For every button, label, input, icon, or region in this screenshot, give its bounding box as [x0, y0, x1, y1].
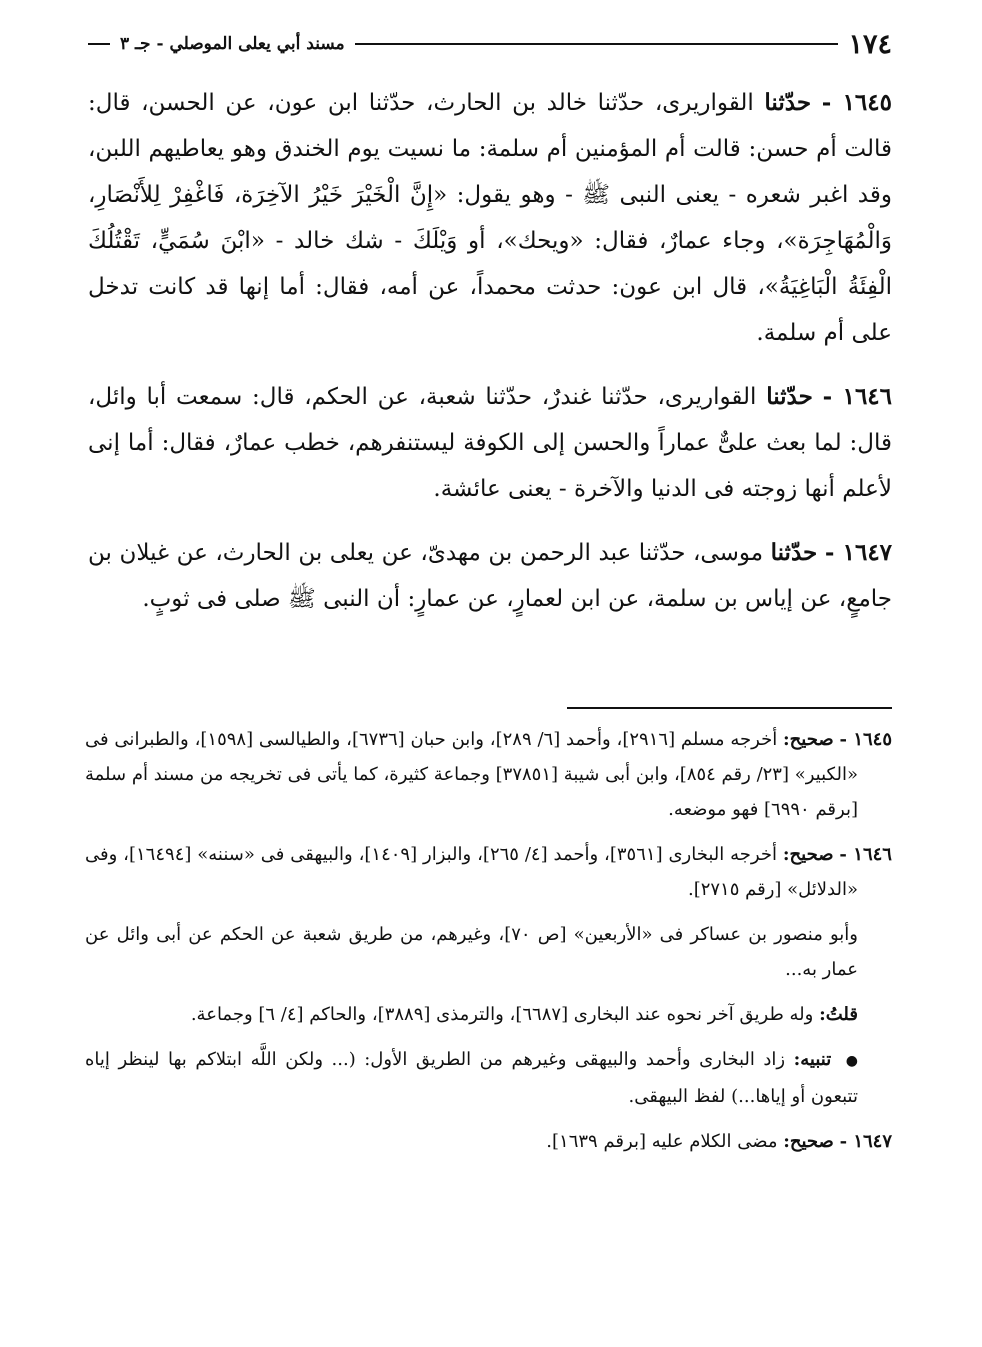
footnote-tanbih-label: تنبيه: [793, 1049, 832, 1070]
hadith-text: القواريرى، حدّثنا غندرٌ، حدّثنا شعبة، عن الحكم، قال: سمعت أبا وائل، قال: لما بعث علىٌّ عماراً والحسن إلى الكوفة ليستنفرهم، خطب عمارٌ، فقال: أما إنى لأعلم أنها زوجته فى الدنيا والآخرة - يعنى عائشة. [88, 384, 892, 502]
hadith-text: موسى، حدّثنا عبد الرحمن بن مهدىّ، عن يعلى بن الحارث، عن غيلان بن جامعٍ، عن إياس بن سلمة، عن ابن لعمارٍ، عن عمارٍ: أن النبى ﷺ صلى فى ثوبٍ. [88, 540, 892, 612]
footnote-continuation [85, 917, 892, 987]
footnote-grade: صحيح: [783, 1131, 834, 1152]
bullet-icon: ● [845, 1053, 858, 1069]
footnote-text: وأبو منصور بن عساكر فى «الأربعين» [ص ٧٠]، وغيرهم، من طريق شعبة عن الحكم عن أبى وائل عن عمار به... [85, 924, 858, 980]
hadith-text: القواريرى، حدّثنا خالد بن الحارث، حدّثنا ابن عون، عن الحسن، قال: قالت أم حسن: قالت أم المؤمنين أم سلمة: ما نسيت يوم الخندق وهو يعاطيهم اللبن، وقد اغبر شعره - يعنى النبى ﷺ - وهو يقول: «إِنَّ الْخَيْرَ خَيْرُ الآخِرَة، فَاغْفِرْ لِلأَنْصَارِ، وَالْمُهَاجِرَة»، وجاء عمارٌ، فقال: «ويحك»، أو وَيْلَكَ - شك خالد - «ابْنَ سُمَيٍّ، تَقْتُلُكَ الْفِئَةُ الْبَاغِيَةُ»، قال ابن عون: حدثت محمداً، عن أمه، فقال: أما إنها قد كانت تدخل على أم سلمة. [88, 90, 892, 346]
footnotes [85, 722, 892, 1169]
footnote-number: ١٦٤٥ - [839, 729, 892, 750]
footnote-qultu-label: قلتُ: [819, 1004, 858, 1025]
footnote-tanbih [85, 1042, 892, 1114]
footnote-text: وله طريق آخر نحوه عند البخارى [٦٦٨٧]، والترمذى [٣٨٨٩]، والحاكم [٤/ ٦] وجماعة. [190, 1004, 814, 1025]
page-number: ١٧٤ [848, 28, 892, 60]
main-text [88, 80, 892, 640]
footnote-number: ١٦٤٧ - [839, 1131, 892, 1152]
hadith-lead: حدّثنا [770, 539, 818, 566]
hadith-lead: حدّثنا [764, 89, 812, 116]
hadith-lead: حدّثنا [766, 383, 813, 410]
footnote-grade: صحيح: [783, 729, 834, 750]
footnote-separator [567, 707, 892, 709]
footnote-number: ١٦٤٦ - [839, 844, 892, 865]
footnote-qultu [85, 997, 892, 1032]
footnote-grade: صحيح: [782, 844, 834, 865]
footnote-text: مضى الكلام عليه [برقم ١٦٣٩]. [546, 1131, 778, 1152]
hadith-1647 [88, 530, 892, 622]
footnote-text: أخرجه مسلم [٢٩١٦]، وأحمد [٦/ ٢٨٩]، وابن حبان [٦٧٣٦]، والطيالسى [١٥٩٨]، والطبرانى فى «الكبير» [٢٣/ رقم ٨٥٤]، وابن أبى شيبة [٣٧٨٥١] وجماعة كثيرة، كما يأتى فى تخريجه من مسند أم سلمة [برقم ٦٩٩٠] فهو موضعه. [85, 729, 858, 820]
footnote-1646 [85, 837, 892, 907]
footnote-text: أخرجه البخارى [٣٥٦١]، وأحمد [٤/ ٢٦٥]، والبزار [١٤٠٩]، والبيهقى فى «سننه» [١٦٤٩٤]، وفى «الدلائل» [رقم ٢٧١٥]. [85, 844, 858, 900]
header-rule [355, 43, 839, 45]
hadith-1645 [88, 80, 892, 356]
hadith-number: ١٦٤٥ - [821, 89, 892, 116]
footnote-text: زاد البخارى وأحمد والبيهقى وغيرهم من الطريق الأول: (... ولكن اللَّه ابتلاكم بها لينظر إياه تتبعون أو إياها...) لفظ البيهقى. [85, 1049, 858, 1107]
hadith-1646 [88, 374, 892, 512]
hadith-number: ١٦٤٧ - [824, 539, 893, 566]
header-rule-end [88, 43, 110, 45]
footnote-1645 [85, 722, 892, 827]
footnote-1647 [85, 1124, 892, 1159]
hadith-number: ١٦٤٦ - [822, 383, 893, 410]
page-header [88, 26, 892, 62]
running-title: مسند أبي يعلى الموصلي - جـ ٣ [120, 34, 345, 54]
